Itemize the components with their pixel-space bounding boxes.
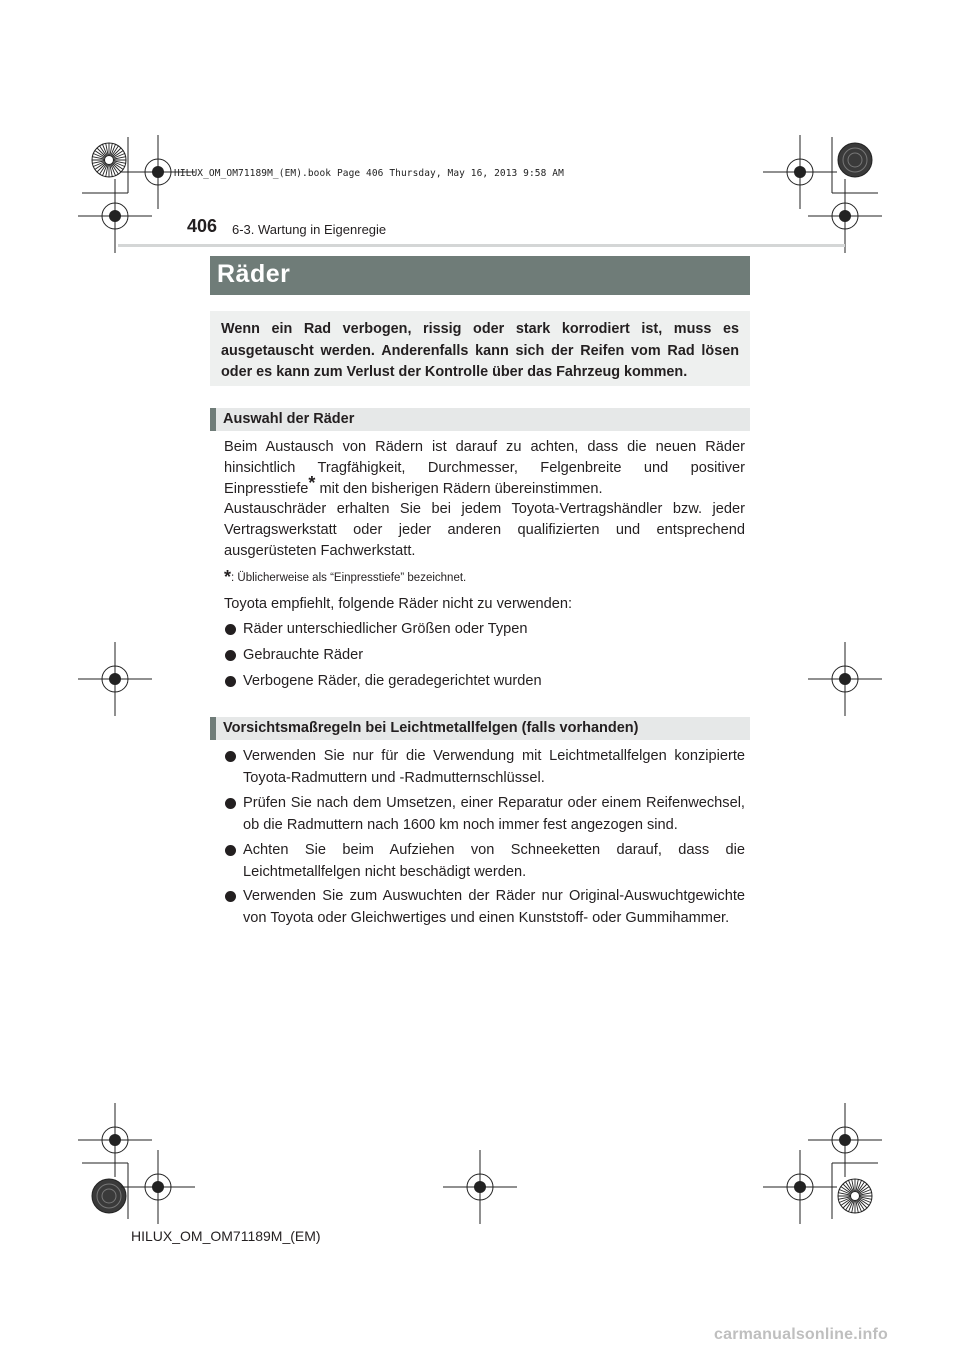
bullet-icon: [225, 624, 236, 635]
intro-text: Wenn ein Rad verbogen, rissig oder stark korrodiert ist, muss es ausgetauscht werden. Anderenfalls kann sich der Reifen vom Rad lösen oder es kann zum Verlust der Kontrolle über das Fahrzeug kommen.: [221, 321, 739, 380]
subheading-text: Auswahl der Räder: [223, 411, 355, 427]
list-item-text: Prüfen Sie nach dem Umsetzen, einer Reparatur oder einem Reifenwechsel, ob die Radmuttern nach 1600 km noch immer fest angezogen sind.: [243, 795, 745, 833]
list-item: [224, 746, 745, 789]
selection-paragraph: [224, 437, 745, 562]
intro-box: [210, 311, 750, 386]
footnote-text: : Üblicherweise als “Einpresstiefe” bezeichnet.: [231, 572, 467, 584]
list-item: [224, 886, 745, 929]
bullet-icon: [225, 751, 236, 762]
list-item-text: Gebrauchte Räder: [243, 647, 364, 663]
list-item: [224, 645, 745, 667]
bullet-icon: [225, 650, 236, 661]
list-item: [224, 671, 745, 693]
selection-text-part2: mit den bisherigen Rädern übereinstimmen.: [315, 480, 603, 497]
subheading-accent-bar: [210, 408, 216, 431]
footnote-marker: *: [308, 472, 316, 493]
subheading-alloy-precautions: [210, 717, 750, 740]
selection-text-part1: Beim Austausch von Rädern ist darauf zu achten, dass die neuen Räder hinsichtlich Tragfähigkeit, Durchmesser, Felgenbreite und positiver Einpresstiefe: [224, 439, 745, 497]
page-title-bar: [210, 256, 750, 295]
bullet-icon: [225, 676, 236, 687]
list-item-text: Verwenden Sie zum Auswuchten der Räder nur Original-Auswuchtgewichte von Toyota oder Gleichwertiges und einen Kunststoff- oder Gummihammer.: [243, 888, 745, 926]
bullet-icon: [225, 798, 236, 809]
print-slug: HILUX_OM_OM71189M_(EM).book Page 406 Thursday, May 16, 2013 9:58 AM: [174, 168, 564, 179]
bullet-icon: [225, 891, 236, 902]
list-item-text: Räder unterschiedlicher Größen oder Typen: [243, 621, 528, 637]
list-item-text: Achten Sie beim Aufziehen von Schneeketten darauf, dass die Leichtmetallfelgen nicht beschädigt werden.: [243, 842, 745, 880]
page-title: Räder: [217, 260, 291, 288]
bullet-icon: [225, 845, 236, 856]
footnote-star: *: [224, 567, 232, 587]
footnote: [224, 567, 466, 588]
subheading-text: Vorsichtsmaßregeln bei Leichtmetallfelgen (falls vorhanden): [223, 720, 639, 736]
list-item: [224, 793, 745, 836]
subheading-accent-bar: [210, 717, 216, 740]
list-item-text: Verbogene Räder, die geradegerichtet wurden: [243, 673, 542, 689]
subheading-wheel-selection: [210, 408, 750, 431]
replacement-text: Austauschräder erhalten Sie bei jedem Toyota-Vertragshändler bzw. jeder Vertragswerkstatt oder jeder anderen qualifizierten und entsprechend ausgerüsteten Fachwerkstatt.: [224, 501, 745, 559]
list-item: [224, 619, 745, 641]
list-item-text: Verwenden Sie nur für die Verwendung mit Leichtmetallfelgen konzipierte Toyota-Radmuttern und -Radmutternschlüssel.: [243, 748, 745, 786]
page-number: 406: [187, 216, 218, 236]
section-title: 6-3. Wartung in Eigenregie: [232, 222, 387, 237]
footer-code: HILUX_OM_OM71189M_(EM): [131, 1228, 321, 1244]
header-rule: [118, 244, 845, 247]
watermark: carmanualsonline.info: [714, 1326, 889, 1343]
list-item: [224, 840, 745, 883]
recommendation-text: Toyota empfiehlt, folgende Räder nicht zu verwenden:: [224, 596, 573, 612]
